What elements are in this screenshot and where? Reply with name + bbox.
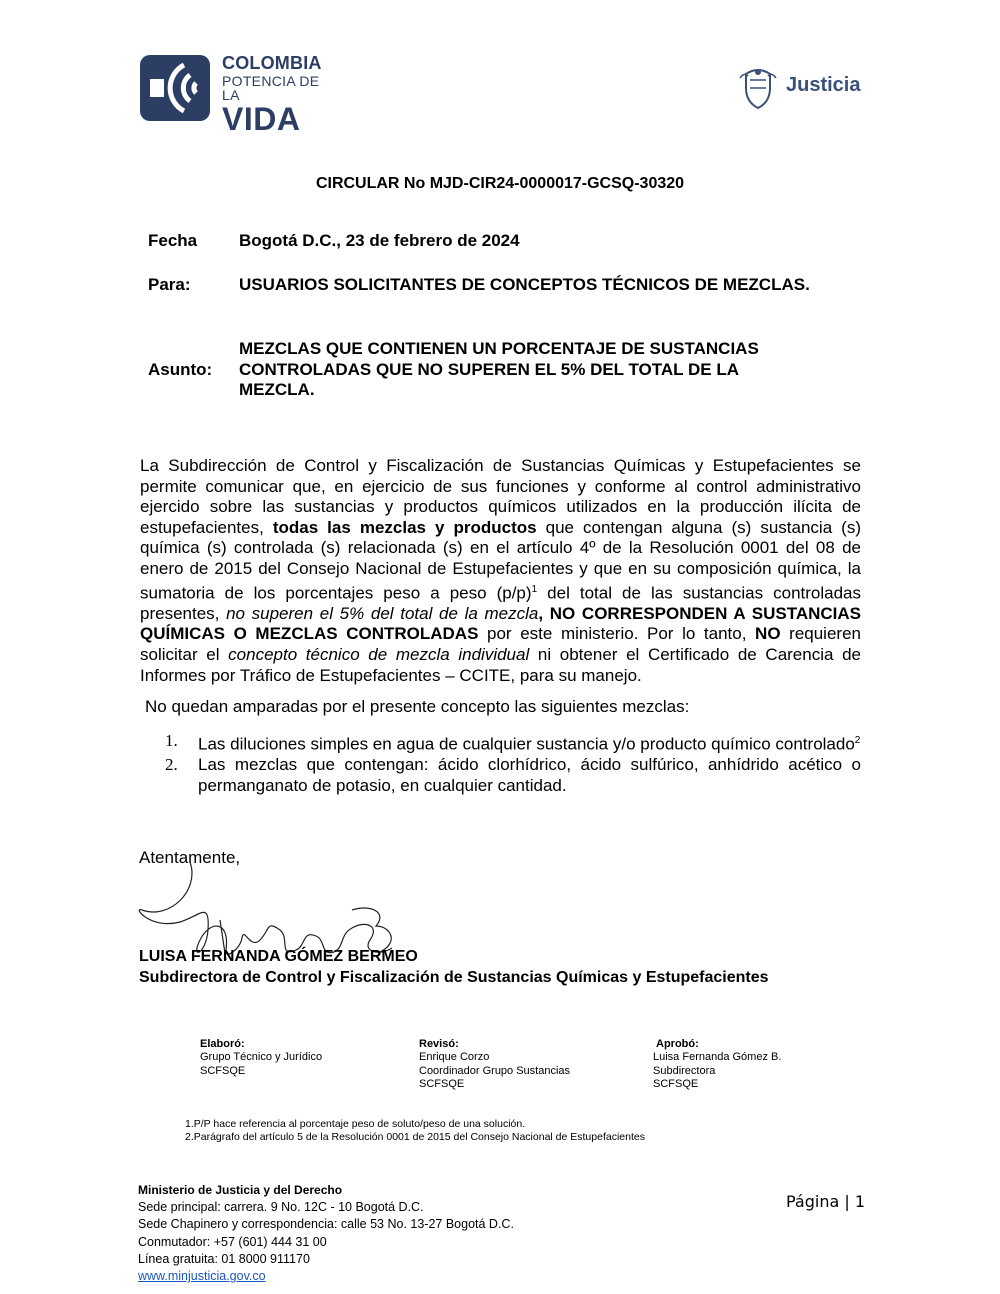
body-bold-segment: NO [755, 624, 781, 644]
list-number: 2. [165, 755, 178, 775]
list-number: 1. [165, 731, 178, 750]
list-item-text-content: Las mezclas que contengan: ácido clorhídrico, ácido sulfúrico, anhídrido acético o permanganato de potasio, en cualquier cantidad. [198, 755, 861, 795]
exclusions-intro: No quedan amparadas por el presente concepto las siguientes mezclas: [145, 697, 690, 716]
closing: Atentamente, [139, 848, 241, 867]
signer-name: LUISA FERNANDA GÓMEZ BERMEO [139, 948, 418, 965]
footer-line: Sede principal: carrera. 9 No. 12C - 10 Bogotá D.C. [138, 1200, 424, 1215]
body-text-segment: La Subdirección de Control y Fiscalización de Sustancias Químicas y Estupefacientes se permite comunicar que, en ejercicio de sus funciones y conforme al control administrativo ejercido sobre las sustancias y productos químicos utilizados en la producción ilícita de estupefacientes, [140, 456, 861, 537]
colombia-logo-icon [140, 55, 210, 121]
footnote-2: 2.Parágrafo del artículo 5 de la Resolución 0001 de 2015 del Consejo Nacional de Estupefacientes [185, 1130, 645, 1143]
approval-elaboro [200, 1038, 322, 1078]
approval-heading: Aprobó: [656, 1038, 699, 1050]
approval-aprobo [653, 1038, 781, 1092]
body-italic-segment: no superen el 5% del total de la mezcla [226, 603, 539, 623]
logo-text-potencia: POTENCIA DE LA [222, 73, 320, 103]
justicia-logo [738, 64, 863, 110]
footer [138, 1182, 514, 1285]
logo-text-vida: VIDA [222, 101, 301, 137]
approval-line: Grupo Técnico y Jurídico [200, 1051, 323, 1064]
body-text-segment: por este ministerio. Por lo tanto, [478, 624, 756, 644]
exclusions-list [165, 731, 861, 796]
list-item-text-content: Las diluciones simples en agua de cualquier sustancia y/o producto químico controlado [198, 734, 855, 754]
footnote-ref-1: 1 [531, 583, 538, 595]
body-bold-segment: todas las mezclas y productos [272, 517, 537, 537]
approval-line: SCFSQE [419, 1078, 465, 1091]
footer-line: Línea gratuita: 01 8000 911170 [138, 1251, 310, 1266]
para-value: USUARIOS SOLICITANTES DE CONCEPTOS TÉCNICOS DE MEZCLAS. [239, 275, 810, 294]
asunto-line: MEZCLAS QUE CONTIENEN UN PORCENTAJE DE SUSTANCIAS [239, 339, 759, 358]
asunto-label: Asunto: [148, 360, 213, 379]
footer-line: Conmutador: +57 (601) 444 31 00 [138, 1234, 327, 1249]
footer-line: Sede Chapinero y correspondencia: calle 53 No. 13-27 Bogotá D.C. [138, 1217, 514, 1232]
approval-heading: Elaboró: [200, 1038, 245, 1050]
list-item-text [198, 755, 861, 796]
approval-line: SCFSQE [200, 1064, 246, 1077]
body-text-segment: requieren solicitar el [140, 624, 861, 664]
body-paragraph [140, 456, 861, 686]
fecha-value: Bogotá D.C., 23 de febrero de 2024 [239, 231, 520, 250]
footnote-1: 1.P/P hace referencia al porcentaje peso de soluto/peso de una solución. [185, 1118, 526, 1130]
approval-reviso [419, 1038, 570, 1092]
asunto-line: MEZCLA. [239, 380, 315, 399]
approval-line: Luisa Fernanda Gómez B. [653, 1051, 782, 1064]
footnotes [185, 1118, 645, 1143]
coat-of-arms-icon [738, 64, 778, 110]
footer-ministry: Ministerio de Justicia y del Derecho [138, 1183, 343, 1197]
logo-text-colombia: COLOMBIA [222, 53, 322, 73]
approval-line: Coordinador Grupo Sustancias [419, 1064, 571, 1077]
list-item [165, 755, 861, 796]
footnote-ref-2: 2 [854, 735, 861, 746]
para-label: Para: [148, 275, 191, 294]
approval-line: SCFSQE [653, 1078, 699, 1091]
approval-line: Subdirectora [653, 1064, 716, 1077]
justicia-logo-text: Justicia [786, 74, 861, 96]
body-bold-segment: , NO CORRESPONDEN A SUSTANCIAS QUÍMICAS O MEZCLAS CONTROLADAS [140, 603, 861, 644]
page-number: Página | 1 [786, 1192, 866, 1211]
body-text-segment: del total de las sustancias controladas presentes, [140, 583, 861, 623]
website-link[interactable]: www.minjusticia.gov.co [138, 1269, 266, 1284]
asunto-line: CONTROLADAS QUE NO SUPEREN EL 5% DEL TOTAL DE LA [239, 359, 739, 379]
asunto-value [239, 339, 759, 401]
body-italic-segment: concepto técnico de mezcla individual [228, 645, 530, 664]
approval-line: Enrique Corzo [419, 1051, 490, 1064]
colombia-potencia-logo [140, 52, 330, 137]
signer-title: Subdirectora de Control y Fiscalización de Sustancias Químicas y Estupefacientes [139, 969, 769, 986]
body-text-segment: ni obtener el Certificado de Carencia de Informes por Tráfico de Estupefacientes – CCITE, para su manejo. [140, 645, 862, 685]
body-text-segment: que contengan alguna (s) sustancia (s) química (s) controlada (s) relacionada (s) en el artículo 4º de la Resolución 0001 del 08 de enero de 2015 del Consejo Nacional de Estupefacientes y que en su composición química, la sumatoria de los porcentajes peso a peso (p/p) [140, 517, 861, 603]
approval-heading: Revisó: [419, 1038, 459, 1050]
circular-title: CIRCULAR No MJD-CIR24-0000017-GCSQ-30320 [315, 175, 685, 192]
fecha-label: Fecha [148, 231, 198, 250]
list-item [165, 731, 861, 755]
list-item-text [198, 731, 861, 755]
